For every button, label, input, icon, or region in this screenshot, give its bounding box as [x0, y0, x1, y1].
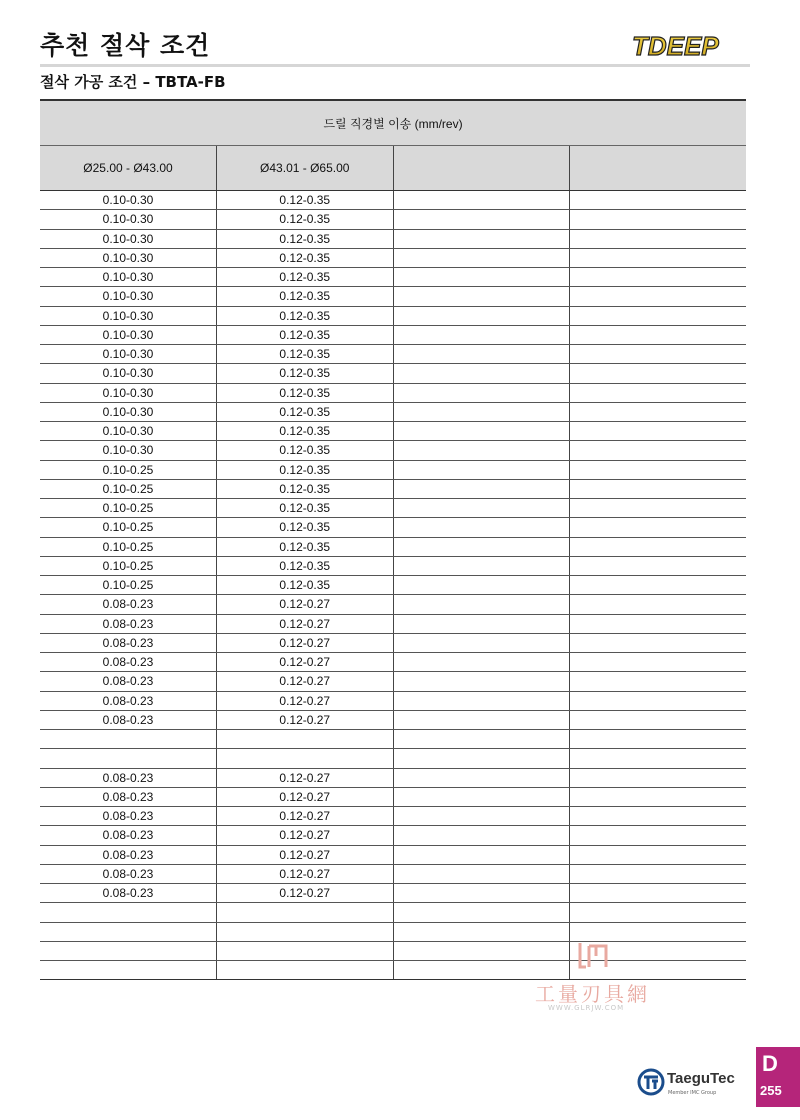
- table-cell: [570, 210, 747, 229]
- table-cell: [393, 807, 570, 826]
- table-cell: [570, 441, 747, 460]
- table-cell: 0.10-0.30: [40, 306, 217, 325]
- table-cell: [570, 595, 747, 614]
- table-cell: [393, 210, 570, 229]
- table-cell: [393, 710, 570, 729]
- table-cell: 0.08-0.23: [40, 768, 217, 787]
- table-row: [40, 402, 746, 421]
- table-cell: 0.10-0.30: [40, 364, 217, 383]
- table-cell: [570, 845, 747, 864]
- table-row: [40, 633, 746, 652]
- table-row: [40, 268, 746, 287]
- table-cell: [40, 903, 217, 922]
- table-cell: [570, 922, 747, 941]
- table-cell: [393, 730, 570, 749]
- table-cell: 0.12-0.35: [217, 191, 394, 210]
- tdeep-logo: [628, 28, 750, 62]
- table-row: [40, 595, 746, 614]
- table-cell: 0.10-0.25: [40, 499, 217, 518]
- table-row: [40, 576, 746, 595]
- table-cell: [570, 345, 747, 364]
- table-cell: 0.12-0.35: [217, 248, 394, 267]
- table-cell: [570, 749, 747, 768]
- table-cell: [393, 537, 570, 556]
- table-row: [40, 768, 746, 787]
- table-cell: [393, 749, 570, 768]
- table-cell: 0.12-0.27: [217, 845, 394, 864]
- table-cell: [570, 364, 747, 383]
- table-cell: [570, 248, 747, 267]
- table-cell: [217, 730, 394, 749]
- table-cell: 0.12-0.35: [217, 383, 394, 402]
- table-row: [40, 345, 746, 364]
- table-cell: 0.12-0.35: [217, 345, 394, 364]
- table-cell: [393, 364, 570, 383]
- table-cell: [217, 922, 394, 941]
- table-cell: 0.12-0.35: [217, 441, 394, 460]
- table-cell: [570, 576, 747, 595]
- table-row: [40, 479, 746, 498]
- table-cell: 0.12-0.35: [217, 229, 394, 248]
- table-cell: 0.10-0.30: [40, 248, 217, 267]
- table-cell: [393, 518, 570, 537]
- table-cell: 0.12-0.35: [217, 325, 394, 344]
- table-cell: [393, 595, 570, 614]
- table-cell: 0.08-0.23: [40, 672, 217, 691]
- table-cell: 0.12-0.27: [217, 595, 394, 614]
- table-cell: [393, 653, 570, 672]
- table-cell: [570, 306, 747, 325]
- title-divider: [40, 64, 750, 67]
- table-cell: 0.12-0.35: [217, 364, 394, 383]
- table-cell: [40, 961, 217, 980]
- table-cell: 0.12-0.27: [217, 864, 394, 883]
- table-cell: [393, 325, 570, 344]
- table-cell: 0.12-0.27: [217, 710, 394, 729]
- table-row: [40, 556, 746, 575]
- table-cell: [393, 691, 570, 710]
- table-cell: [393, 903, 570, 922]
- table-cell: 0.10-0.30: [40, 268, 217, 287]
- table-cell: [570, 518, 747, 537]
- table-row: [40, 672, 746, 691]
- table-cell: 0.10-0.30: [40, 402, 217, 421]
- table-cell: 0.10-0.30: [40, 345, 217, 364]
- table-cell: 0.12-0.35: [217, 287, 394, 306]
- table-cell: [217, 941, 394, 960]
- table-cell: [40, 922, 217, 941]
- table-cell: [393, 826, 570, 845]
- table-cell: [570, 422, 747, 441]
- table-cell: 0.10-0.30: [40, 287, 217, 306]
- table-cell: 0.08-0.23: [40, 691, 217, 710]
- brand-name: TaeguTec: [667, 1070, 735, 1087]
- table-cell: [217, 749, 394, 768]
- table-cell: 0.10-0.30: [40, 441, 217, 460]
- table-row: [40, 653, 746, 672]
- table-row: [40, 749, 746, 768]
- table-row: [40, 499, 746, 518]
- table-cell: 0.08-0.23: [40, 884, 217, 903]
- table-cell: [570, 537, 747, 556]
- watermark-url: WWW.GLRJW.COM: [548, 1004, 625, 1012]
- table-cell: 0.12-0.35: [217, 556, 394, 575]
- section-tab: [756, 1047, 800, 1107]
- table-cell: [393, 191, 570, 210]
- table-cell: [393, 402, 570, 421]
- table-cell: 0.08-0.23: [40, 826, 217, 845]
- table-cell: [570, 191, 747, 210]
- table-cell: 0.08-0.23: [40, 614, 217, 633]
- section-subtitle: 절삭 가공 조건 – TBTA-FB: [40, 73, 226, 91]
- table-cell: 0.12-0.27: [217, 884, 394, 903]
- column-header: [570, 146, 747, 191]
- table-cell: 0.10-0.25: [40, 537, 217, 556]
- table-cell: [40, 941, 217, 960]
- table-cell: 0.12-0.35: [217, 499, 394, 518]
- table-cell: [570, 730, 747, 749]
- table-row: [40, 229, 746, 248]
- table-cell: 0.12-0.27: [217, 826, 394, 845]
- table-cell: [570, 653, 747, 672]
- taegutec-logo: [637, 1068, 755, 1100]
- column-header: [393, 146, 570, 191]
- table-row: [40, 325, 746, 344]
- section-letter: D: [762, 1051, 778, 1076]
- table-cell: [570, 479, 747, 498]
- table-cell: 0.10-0.25: [40, 518, 217, 537]
- table-cell: 0.10-0.30: [40, 191, 217, 210]
- feed-main-header: 드릴 직경별 이송 (mm/rev): [40, 100, 746, 146]
- table-cell: 0.12-0.35: [217, 306, 394, 325]
- table-row: [40, 537, 746, 556]
- table-cell: 0.12-0.35: [217, 268, 394, 287]
- table-cell: 0.08-0.23: [40, 787, 217, 806]
- table-cell: [393, 345, 570, 364]
- table-cell: [217, 903, 394, 922]
- table-cell: [570, 383, 747, 402]
- table-cell: [393, 556, 570, 575]
- page-title: 추천 절삭 조건: [40, 31, 211, 60]
- table-row: [40, 710, 746, 729]
- table-row: [40, 614, 746, 633]
- table-cell: [570, 787, 747, 806]
- table-cell: 0.12-0.35: [217, 422, 394, 441]
- table-row: [40, 191, 746, 210]
- table-cell: [570, 768, 747, 787]
- table-cell: [570, 903, 747, 922]
- table-cell: [570, 826, 747, 845]
- table-row: [40, 306, 746, 325]
- table-cell: 0.12-0.35: [217, 576, 394, 595]
- table-cell: 0.12-0.27: [217, 691, 394, 710]
- table-cell: [570, 884, 747, 903]
- table-cell: [570, 614, 747, 633]
- table-cell: [570, 402, 747, 421]
- table-cell: [393, 787, 570, 806]
- table-cell: [393, 422, 570, 441]
- table-cell: 0.08-0.23: [40, 807, 217, 826]
- table-cell: [393, 383, 570, 402]
- table-cell: 0.12-0.27: [217, 807, 394, 826]
- feed-table: [40, 99, 746, 980]
- table-cell: [570, 710, 747, 729]
- table-cell: 0.08-0.23: [40, 653, 217, 672]
- table-cell: [393, 287, 570, 306]
- table-cell: 0.10-0.30: [40, 383, 217, 402]
- table-row: [40, 383, 746, 402]
- page-number: 255: [760, 1083, 782, 1098]
- table-cell: 0.10-0.30: [40, 229, 217, 248]
- table-cell: [393, 248, 570, 267]
- watermark: [530, 940, 680, 1030]
- table-row: [40, 864, 746, 883]
- table-row: [40, 248, 746, 267]
- table-cell: 0.08-0.23: [40, 633, 217, 652]
- table-cell: 0.08-0.23: [40, 864, 217, 883]
- column-header: Ø43.01 - Ø65.00: [217, 146, 394, 191]
- table-cell: [217, 961, 394, 980]
- logo-text: TDEEP: [632, 31, 719, 61]
- table-cell: [570, 460, 747, 479]
- brand-subtext: Member IMC Group: [668, 1090, 717, 1096]
- table-cell: 0.10-0.30: [40, 422, 217, 441]
- table-row: [40, 884, 746, 903]
- table-row: [40, 730, 746, 749]
- table-cell: [393, 460, 570, 479]
- table-cell: [393, 499, 570, 518]
- table-cell: [570, 633, 747, 652]
- table-cell: 0.12-0.35: [217, 479, 394, 498]
- table-row: [40, 845, 746, 864]
- table-cell: [393, 306, 570, 325]
- table-cell: 0.08-0.23: [40, 710, 217, 729]
- table-cell: 0.12-0.35: [217, 518, 394, 537]
- table-cell: 0.10-0.30: [40, 210, 217, 229]
- watermark-icon: [576, 940, 610, 970]
- table-cell: 0.12-0.27: [217, 614, 394, 633]
- table-cell: 0.10-0.25: [40, 460, 217, 479]
- taegutec-emblem-icon: [637, 1068, 665, 1096]
- table-row: [40, 210, 746, 229]
- table-cell: [570, 807, 747, 826]
- table-cell: [570, 499, 747, 518]
- table-row: [40, 441, 746, 460]
- table-row: [40, 364, 746, 383]
- table-row: [40, 518, 746, 537]
- table-row: [40, 460, 746, 479]
- table-cell: [393, 229, 570, 248]
- column-header: Ø25.00 - Ø43.00: [40, 146, 217, 191]
- table-cell: [570, 287, 747, 306]
- table-cell: 0.08-0.23: [40, 595, 217, 614]
- table-cell: [570, 325, 747, 344]
- table-row: [40, 287, 746, 306]
- table-cell: [570, 672, 747, 691]
- table-cell: [393, 864, 570, 883]
- table-cell: [393, 479, 570, 498]
- table-cell: 0.10-0.30: [40, 325, 217, 344]
- table-cell: [393, 614, 570, 633]
- table-cell: [570, 864, 747, 883]
- table-cell: 0.12-0.27: [217, 633, 394, 652]
- table-cell: [570, 268, 747, 287]
- table-cell: 0.10-0.25: [40, 556, 217, 575]
- table-cell: 0.12-0.35: [217, 210, 394, 229]
- table-cell: 0.12-0.27: [217, 672, 394, 691]
- table-cell: [393, 633, 570, 652]
- table-cell: 0.12-0.27: [217, 768, 394, 787]
- table-cell: 0.12-0.27: [217, 787, 394, 806]
- table-cell: [393, 576, 570, 595]
- watermark-text: 工量刃具網: [535, 982, 650, 1006]
- table-cell: 0.08-0.23: [40, 845, 217, 864]
- table-cell: [570, 229, 747, 248]
- table-row: [40, 826, 746, 845]
- table-row: [40, 787, 746, 806]
- table-cell: [40, 730, 217, 749]
- table-cell: [40, 749, 217, 768]
- table-cell: 0.12-0.35: [217, 402, 394, 421]
- table-cell: [393, 268, 570, 287]
- table-cell: 0.10-0.25: [40, 479, 217, 498]
- table-cell: [393, 922, 570, 941]
- table-cell: [393, 672, 570, 691]
- table-cell: [393, 441, 570, 460]
- table-cell: 0.12-0.35: [217, 460, 394, 479]
- table-row: [40, 691, 746, 710]
- table-row: [40, 807, 746, 826]
- table-cell: 0.12-0.27: [217, 653, 394, 672]
- table-cell: [393, 768, 570, 787]
- table-row: [40, 903, 746, 922]
- table-row: [40, 922, 746, 941]
- table-cell: 0.10-0.25: [40, 576, 217, 595]
- table-cell: [570, 691, 747, 710]
- table-cell: [570, 556, 747, 575]
- table-row: [40, 422, 746, 441]
- table-cell: 0.12-0.35: [217, 537, 394, 556]
- table-cell: [393, 884, 570, 903]
- table-cell: [393, 845, 570, 864]
